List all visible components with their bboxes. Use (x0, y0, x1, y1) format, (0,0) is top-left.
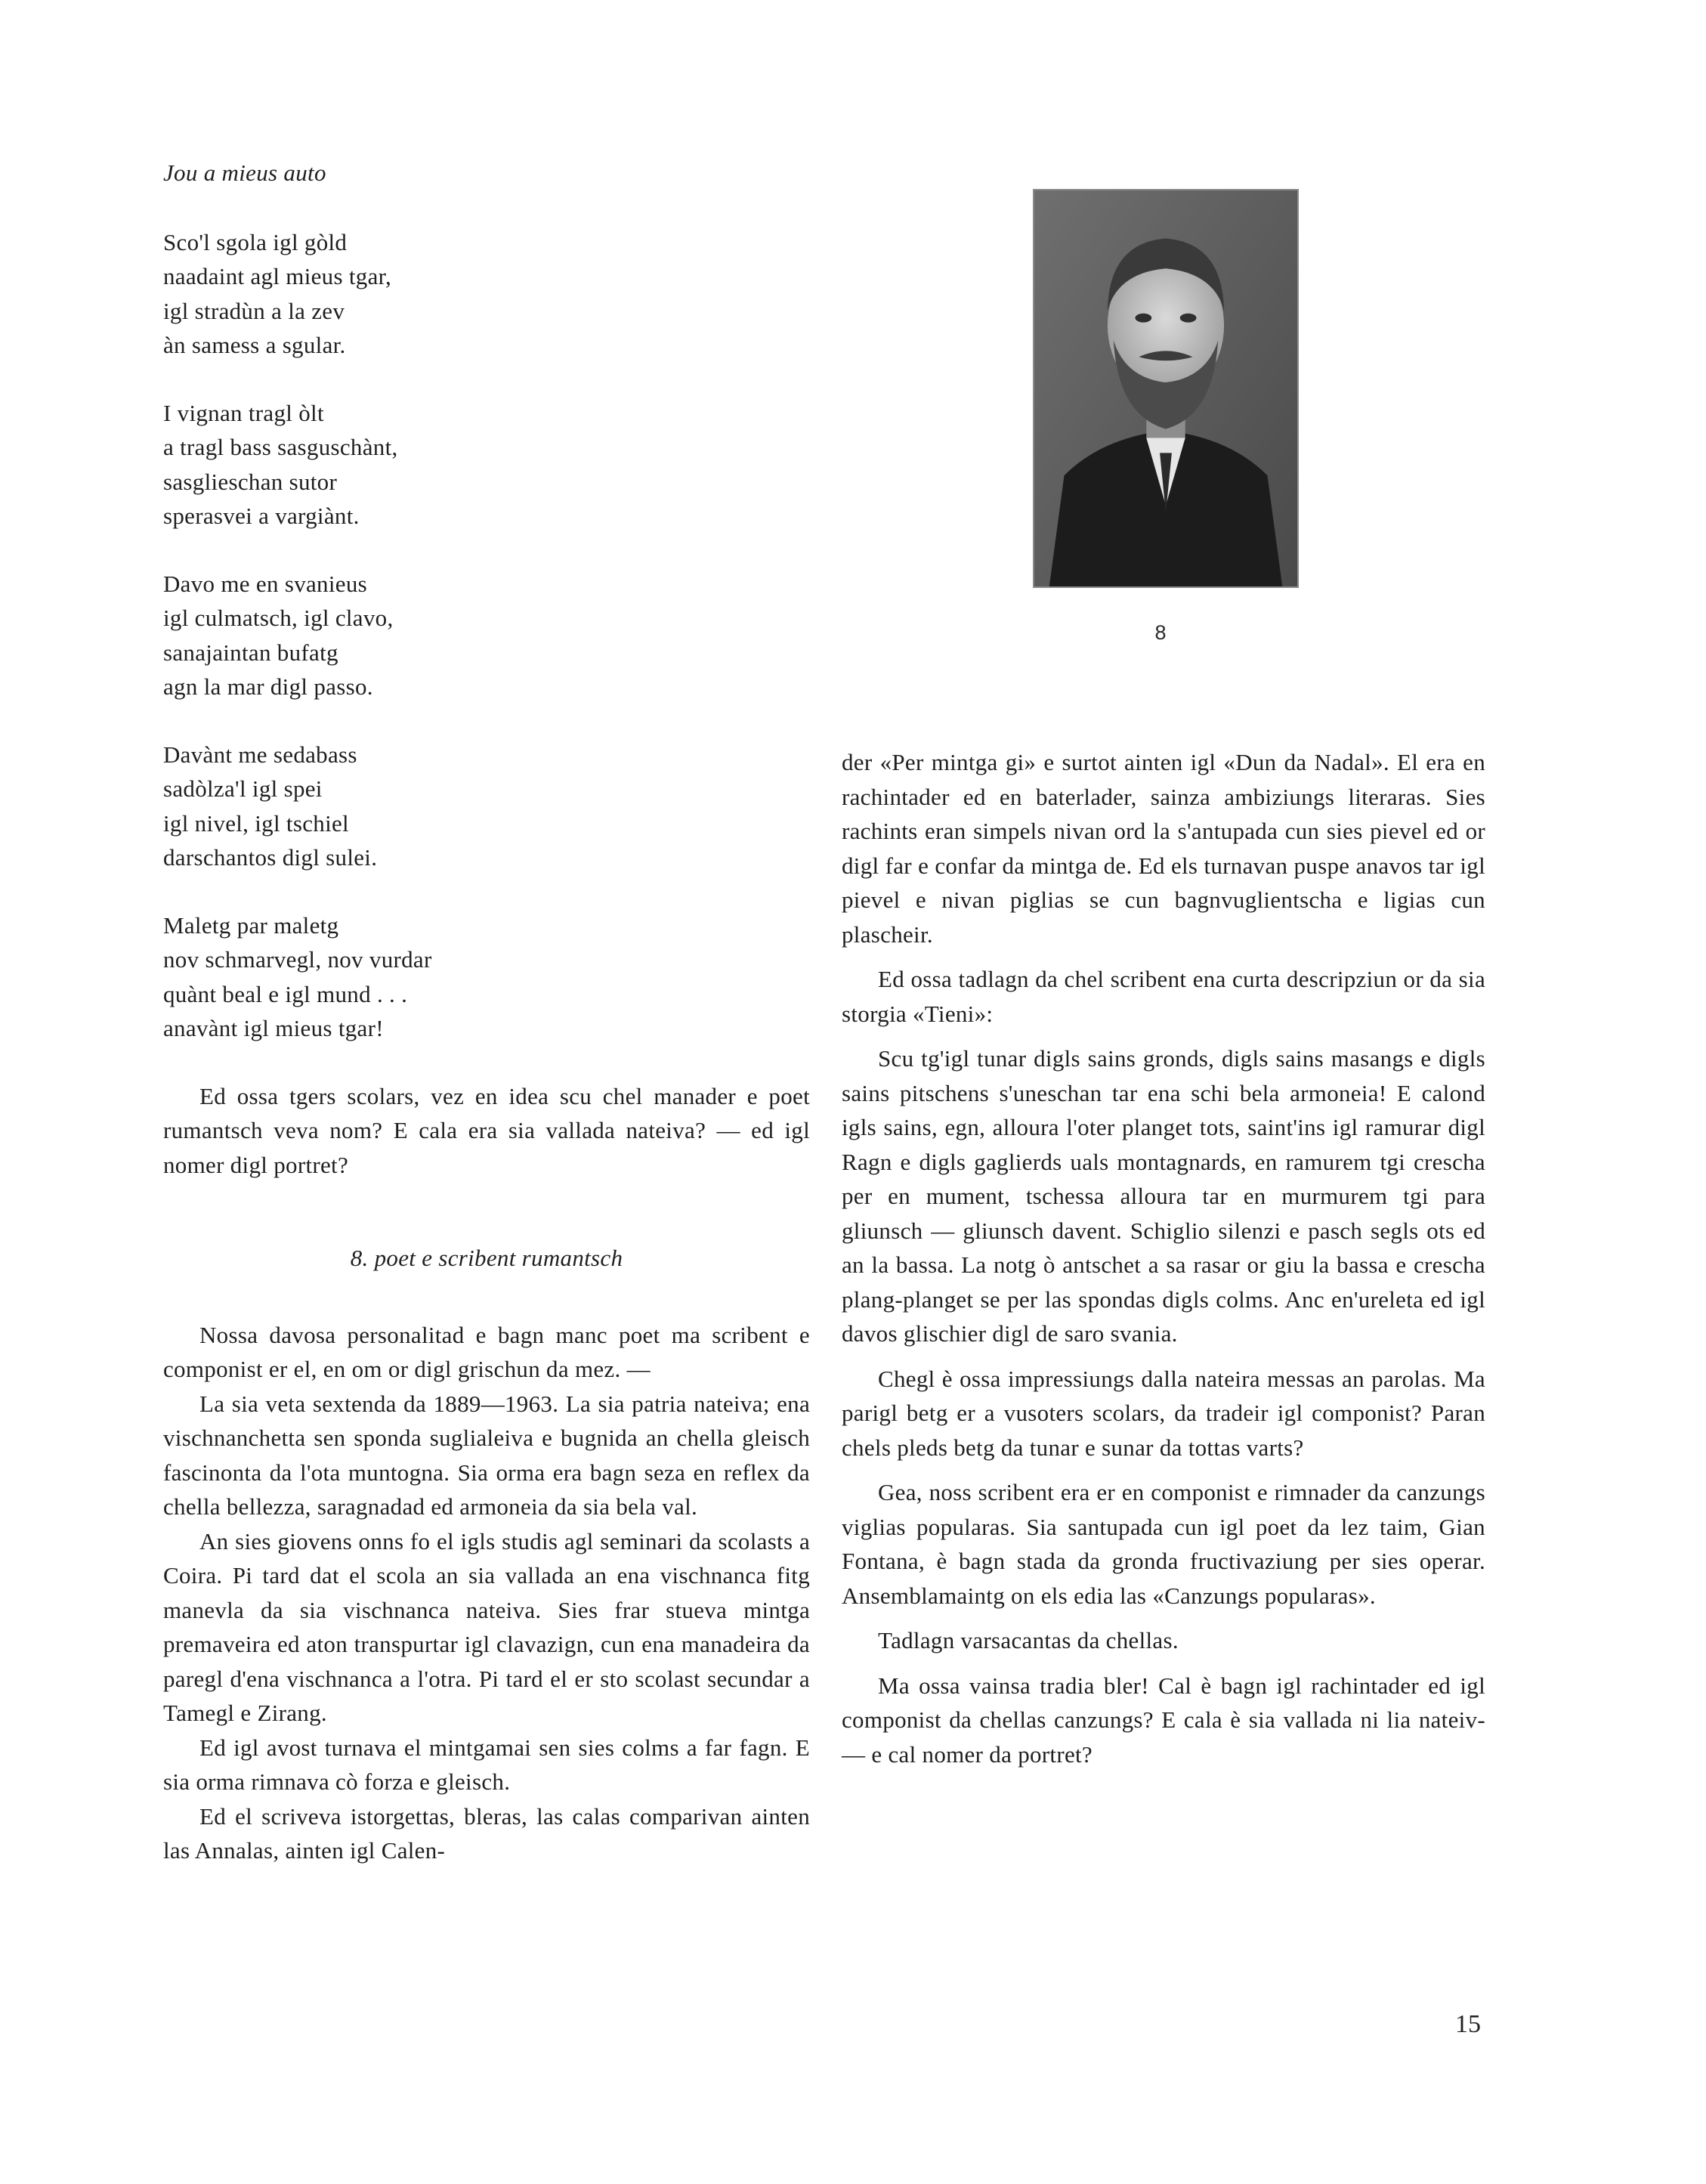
poem-line: sasglieschan sutor (163, 468, 338, 495)
body-paragraph: Ed igl avost turnava el mintgamai sen sies colms a far fagn. E sia orma rimnava cò forza e gleisch. (163, 1734, 810, 1795)
poem-stanza-2 (163, 396, 810, 534)
poem-line: sanajaintan bufatg (163, 639, 338, 666)
poem-line: Davànt me sedabass (163, 741, 357, 768)
poem-line: Maletg par maletg (163, 911, 339, 939)
poem-line: àn samess a sgular. (163, 332, 346, 358)
body-paragraph: Gea, noss scribent era er en componist e rimnader da canzungs viglias popularas. Sia santupada cun igl poet da lez taim, Gian Fontana, è bagn stada da gronda fructivaziung per sies operar. Ansemblamaintg on els edia las «Canzungs popularas». (842, 1479, 1485, 1609)
poem-line: igl nivel, igl tschiel (163, 809, 349, 837)
poem-line: a tragl bass sasguschànt, (163, 434, 398, 460)
poem-line: igl stradùn a la zev (163, 297, 345, 324)
page-number: 15 (1455, 2010, 1481, 2038)
body-paragraph: Tadlagn varsacantas da chellas. (878, 1627, 1179, 1653)
body-paragraph: Ma ossa vainsa tradia bler! Cal è bagn igl rachintader ed igl componist da chellas canzungs? E cala è sia vallada ni lia nateiv- — e cal nomer da portret? (842, 1672, 1485, 1768)
body-paragraph: Chegl è ossa impressiungs dalla nateira messas an parolas. Ma parigl betg er a vusoters scolars, da tradeir igl componist? Paran chels pleds betg da tunar e sunar da tottas varts? (842, 1365, 1485, 1461)
poem-line: I vignan tragl òlt (163, 399, 324, 426)
poem-line: sperasvei a vargiànt. (163, 503, 360, 529)
quote-paragraph: Scu tg'igl tunar digls sains gronds, digls sains masangs e digls sains pitschens s'uneschan tar ena schi bela armoneia! E calond igls sains, egn, alloura l'oter planget tots, saint'ins igl ramurar digl Ragn e digls gaglierds uals montagnards, en ramurem tgi crescha per en mument, tschessa alloura tar en murmurem tgi para gliunsch — gliunsch davent. Schiglio silenzi e pasch segls ots ed an la bassa. La notg ò antschet a sa rasar or giu la bassa e crescha plang-planget se per las spondas digls colms. Anc en'ureleta ed igl davos glischier digl de saro svania. (842, 1045, 1485, 1347)
portrait-photo (1033, 189, 1299, 588)
section-heading: 8. poet e scribent rumantsch (350, 1245, 623, 1271)
body-paragraph: der «Per mintga gi» e surtot ainten igl «Dun da Nadal». El era en rachintader ed en baterlader, sainza ambiziungs literaras. Sies rachints eran simpels nivan ord la s'antupada cun sies pievel ed or digl far e confar da mintga de. Ed els turnavan puspe anavos tar igl pievel e nivan piglias se cun bagnvuglientscha e ligias cun plascheir. (842, 749, 1485, 948)
poem-line: anavànt igl mieus tgar! (163, 1015, 384, 1041)
body-paragraph: Ed el scriveva istorgettas, bleras, las calas comparivan ainten las Annalas, ainten igl Calen- (163, 1802, 810, 1864)
poem-stanza-5 (163, 908, 810, 1046)
poem-line: igl culmatsch, igl clavo, (163, 605, 394, 631)
poem-stanza-1 (163, 225, 810, 363)
poem-stanza-4 (163, 738, 810, 875)
portrait-image (1034, 190, 1297, 586)
right-column (842, 745, 1485, 1771)
figure-number: 8 (1154, 621, 1167, 644)
poem-line: sadòlza'l igl spei (163, 775, 323, 802)
left-column (163, 156, 810, 1868)
body-paragraph: An sies giovens onns fo el igls studis agl seminari da scolasts a Coira. Pi tard dat el scola an sia vallada an ena vischnanca fitg manevla da sia vischnanca nateiva. Sies frar stueva mintga premaveira ed aton transpurtar igl clavazign, cun ena manadeira da paregl d'ena vischnanca a l'otra. Pi tard el er sto scolast secundar a Tamegl e Zirang. (163, 1527, 810, 1726)
poem-line: darschantos digl sulei. (163, 844, 378, 871)
poem-line: quànt beal e igl mund . . . (163, 980, 408, 1007)
question-paragraph: Ed ossa tgers scolars, vez en idea scu chel manader e poet rumantsch veva nom? E cala era sia vallada nateiva? — ed igl nomer digl portret? (163, 1082, 810, 1178)
poem-line: Sco'l sgola igl gòld (163, 228, 348, 255)
body-paragraph: Nossa davosa personalitad e bagn manc poet ma scribent e componist er el, en om or digl grischun da mez. — (163, 1321, 810, 1382)
poem-line: naadaint agl mieus tgar, (163, 263, 392, 289)
poem-stanza-3 (163, 567, 810, 704)
poem-title: Jou a mieus auto (163, 159, 326, 186)
poem-line: Davo me en svanieus (163, 570, 367, 597)
poem-line: nov schmarvegl, nov vurdar (163, 946, 432, 973)
body-paragraph: Ed ossa tadlagn da chel scribent ena curta descripziun or da sia storgia «Tieni»: (842, 966, 1485, 1027)
poem-line: agn la mar digl passo. (163, 673, 373, 700)
body-paragraph: La sia veta sextenda da 1889—1963. La sia patria nateiva; ena vischnanchetta sen sponda suglialeiva e bugnida an chella gleisch fascinonta da l'ota muntogna. Sia orma era bagn seza en reflex da chella bellezza, saragnadad ed armoneia da sia bela val. (163, 1390, 810, 1520)
